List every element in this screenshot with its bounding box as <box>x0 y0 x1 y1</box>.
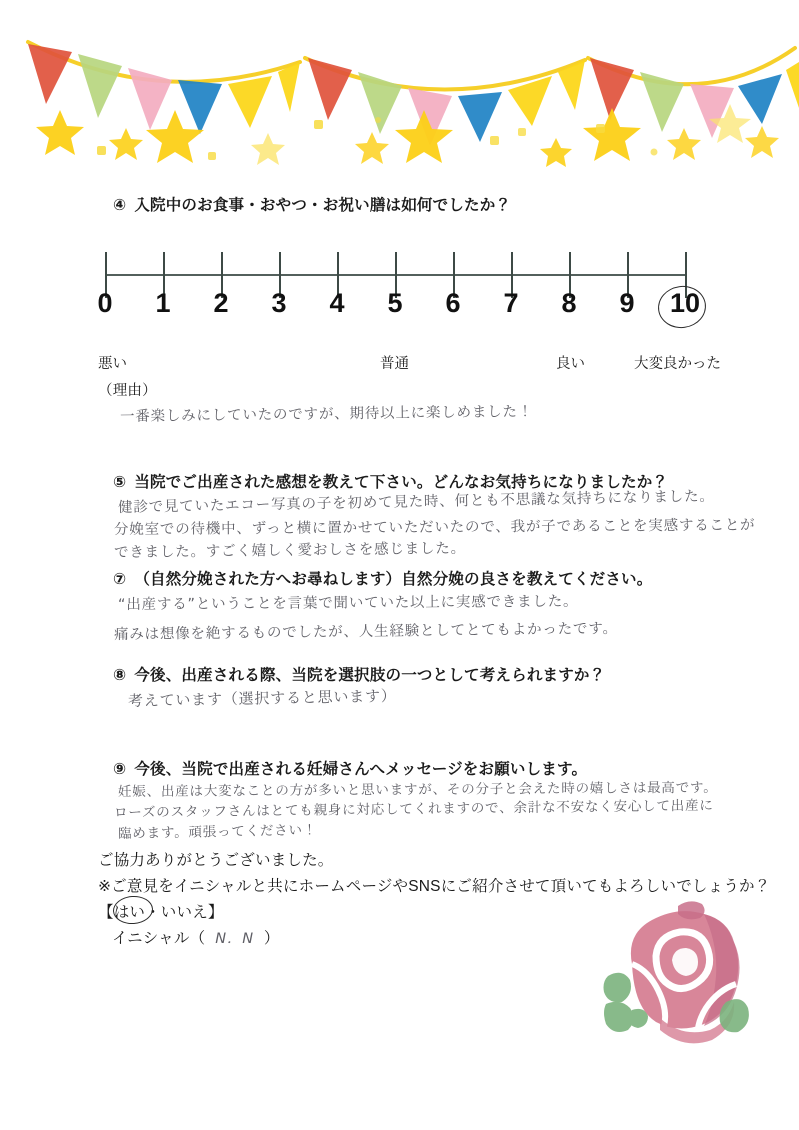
reason-label: （理由） <box>98 383 157 399</box>
answer-q5-line-2[interactable]: 分娩室での待機中、ずっと横に置かせていただいたので、我が子であることを実感することが <box>113 517 756 538</box>
question-8-number: ⑧ <box>113 667 127 684</box>
scale-number-9[interactable]: 9 <box>619 288 635 318</box>
initial-close-paren: ） <box>263 930 280 947</box>
answer-q7-line-2[interactable]: 痛みは想像を絶するものでしたが、人生経験としてとてもよかったです。 <box>113 620 618 643</box>
scale-number-row <box>97 288 705 322</box>
scale-label-bad: 悪い <box>98 356 127 372</box>
scale-number-0[interactable]: 0 <box>97 288 113 318</box>
scale-number-10[interactable]: 10 <box>669 288 701 318</box>
answer-q8-line-1[interactable]: 考えています（選択すると思います） <box>127 686 397 710</box>
answer-q5-line-3[interactable]: できました。すごく嬉しく愛おしさを感じました。 <box>113 540 466 561</box>
scale-label-very-good: 大変良かった <box>634 356 721 372</box>
scale-number-2[interactable]: 2 <box>213 288 229 318</box>
scale-label-good: 良い <box>556 356 585 372</box>
question-7-number: ⑦ <box>113 571 127 588</box>
scale-number-8[interactable]: 8 <box>561 288 577 318</box>
question-7-text: （自然分娩された方へお尋ねします）自然分娩の良さを教えてください。 <box>134 571 653 588</box>
answer-q4-reason-line-1[interactable]: 一番楽しみにしていたのですが、期待以上に楽しめました！ <box>119 403 534 425</box>
initial-value[interactable]: N．N <box>215 931 254 947</box>
rose-flower-icon <box>586 898 786 1058</box>
scale-number-3[interactable]: 3 <box>271 288 287 318</box>
question-9-text: 今後、当院で出産される妊婦さんへメッセージをお願いします。 <box>134 761 588 778</box>
consent-options[interactable]: 【はい・いいえ】 <box>98 904 224 921</box>
question-8 <box>113 663 605 685</box>
question-5-text: 当院でご出産された感想を教えて下さい。どんなお気持ちになりましたか？ <box>134 474 669 491</box>
answer-q9-line-2[interactable]: ローズのスタッフさんはとても親身に対応してくれますので、余計な不安なく安心して出産に <box>113 797 714 821</box>
question-8-text: 今後、出産される際、当院を選択肢の一つとして考えられますか？ <box>134 667 606 684</box>
question-9-number: ⑨ <box>113 761 127 778</box>
scale-number-5[interactable]: 5 <box>387 288 403 318</box>
thanks-text: ご協力ありがとうございました。 <box>98 852 334 869</box>
scale-number-7[interactable]: 7 <box>503 288 519 318</box>
question-4 <box>113 193 511 215</box>
consent-question-text: ※ご意見をイニシャルと共にホームページやSNSにご紹介させて頂いてもよろしいでしょうか？ <box>98 878 771 895</box>
answer-q5-line-1[interactable]: 健診で見ていたエコー写真の子を初めて見た時、何とも不思議な気持ちになりました。 <box>117 488 715 516</box>
answer-q9-line-1[interactable]: 妊娠、出産は大変なことの方が多いと思いますが、その分子と会えた時の嬉しさは最高です。 <box>117 779 718 800</box>
question-9 <box>113 757 587 779</box>
question-7 <box>113 567 652 589</box>
question-5-number: ⑤ <box>113 474 127 491</box>
initial-label: イニシャル（ <box>112 930 206 947</box>
scale-number-4[interactable]: 4 <box>329 288 345 318</box>
question-4-text: 入院中のお食事・おやつ・お祝い膳は如何でしたか？ <box>134 197 512 214</box>
scale-label-normal: 普通 <box>380 356 409 372</box>
initial-row <box>112 926 280 948</box>
scale-number-6[interactable]: 6 <box>445 288 461 318</box>
question-4-number: ④ <box>113 197 127 214</box>
scale-number-1[interactable]: 1 <box>155 288 171 318</box>
answer-q7-line-1[interactable]: “出産する”ということを言葉で聞いていた以上に実感できました。 <box>117 593 579 613</box>
answer-q9-line-3[interactable]: 臨めます。頑張ってください！ <box>117 822 318 842</box>
bunting-and-stars-decoration <box>0 0 799 170</box>
